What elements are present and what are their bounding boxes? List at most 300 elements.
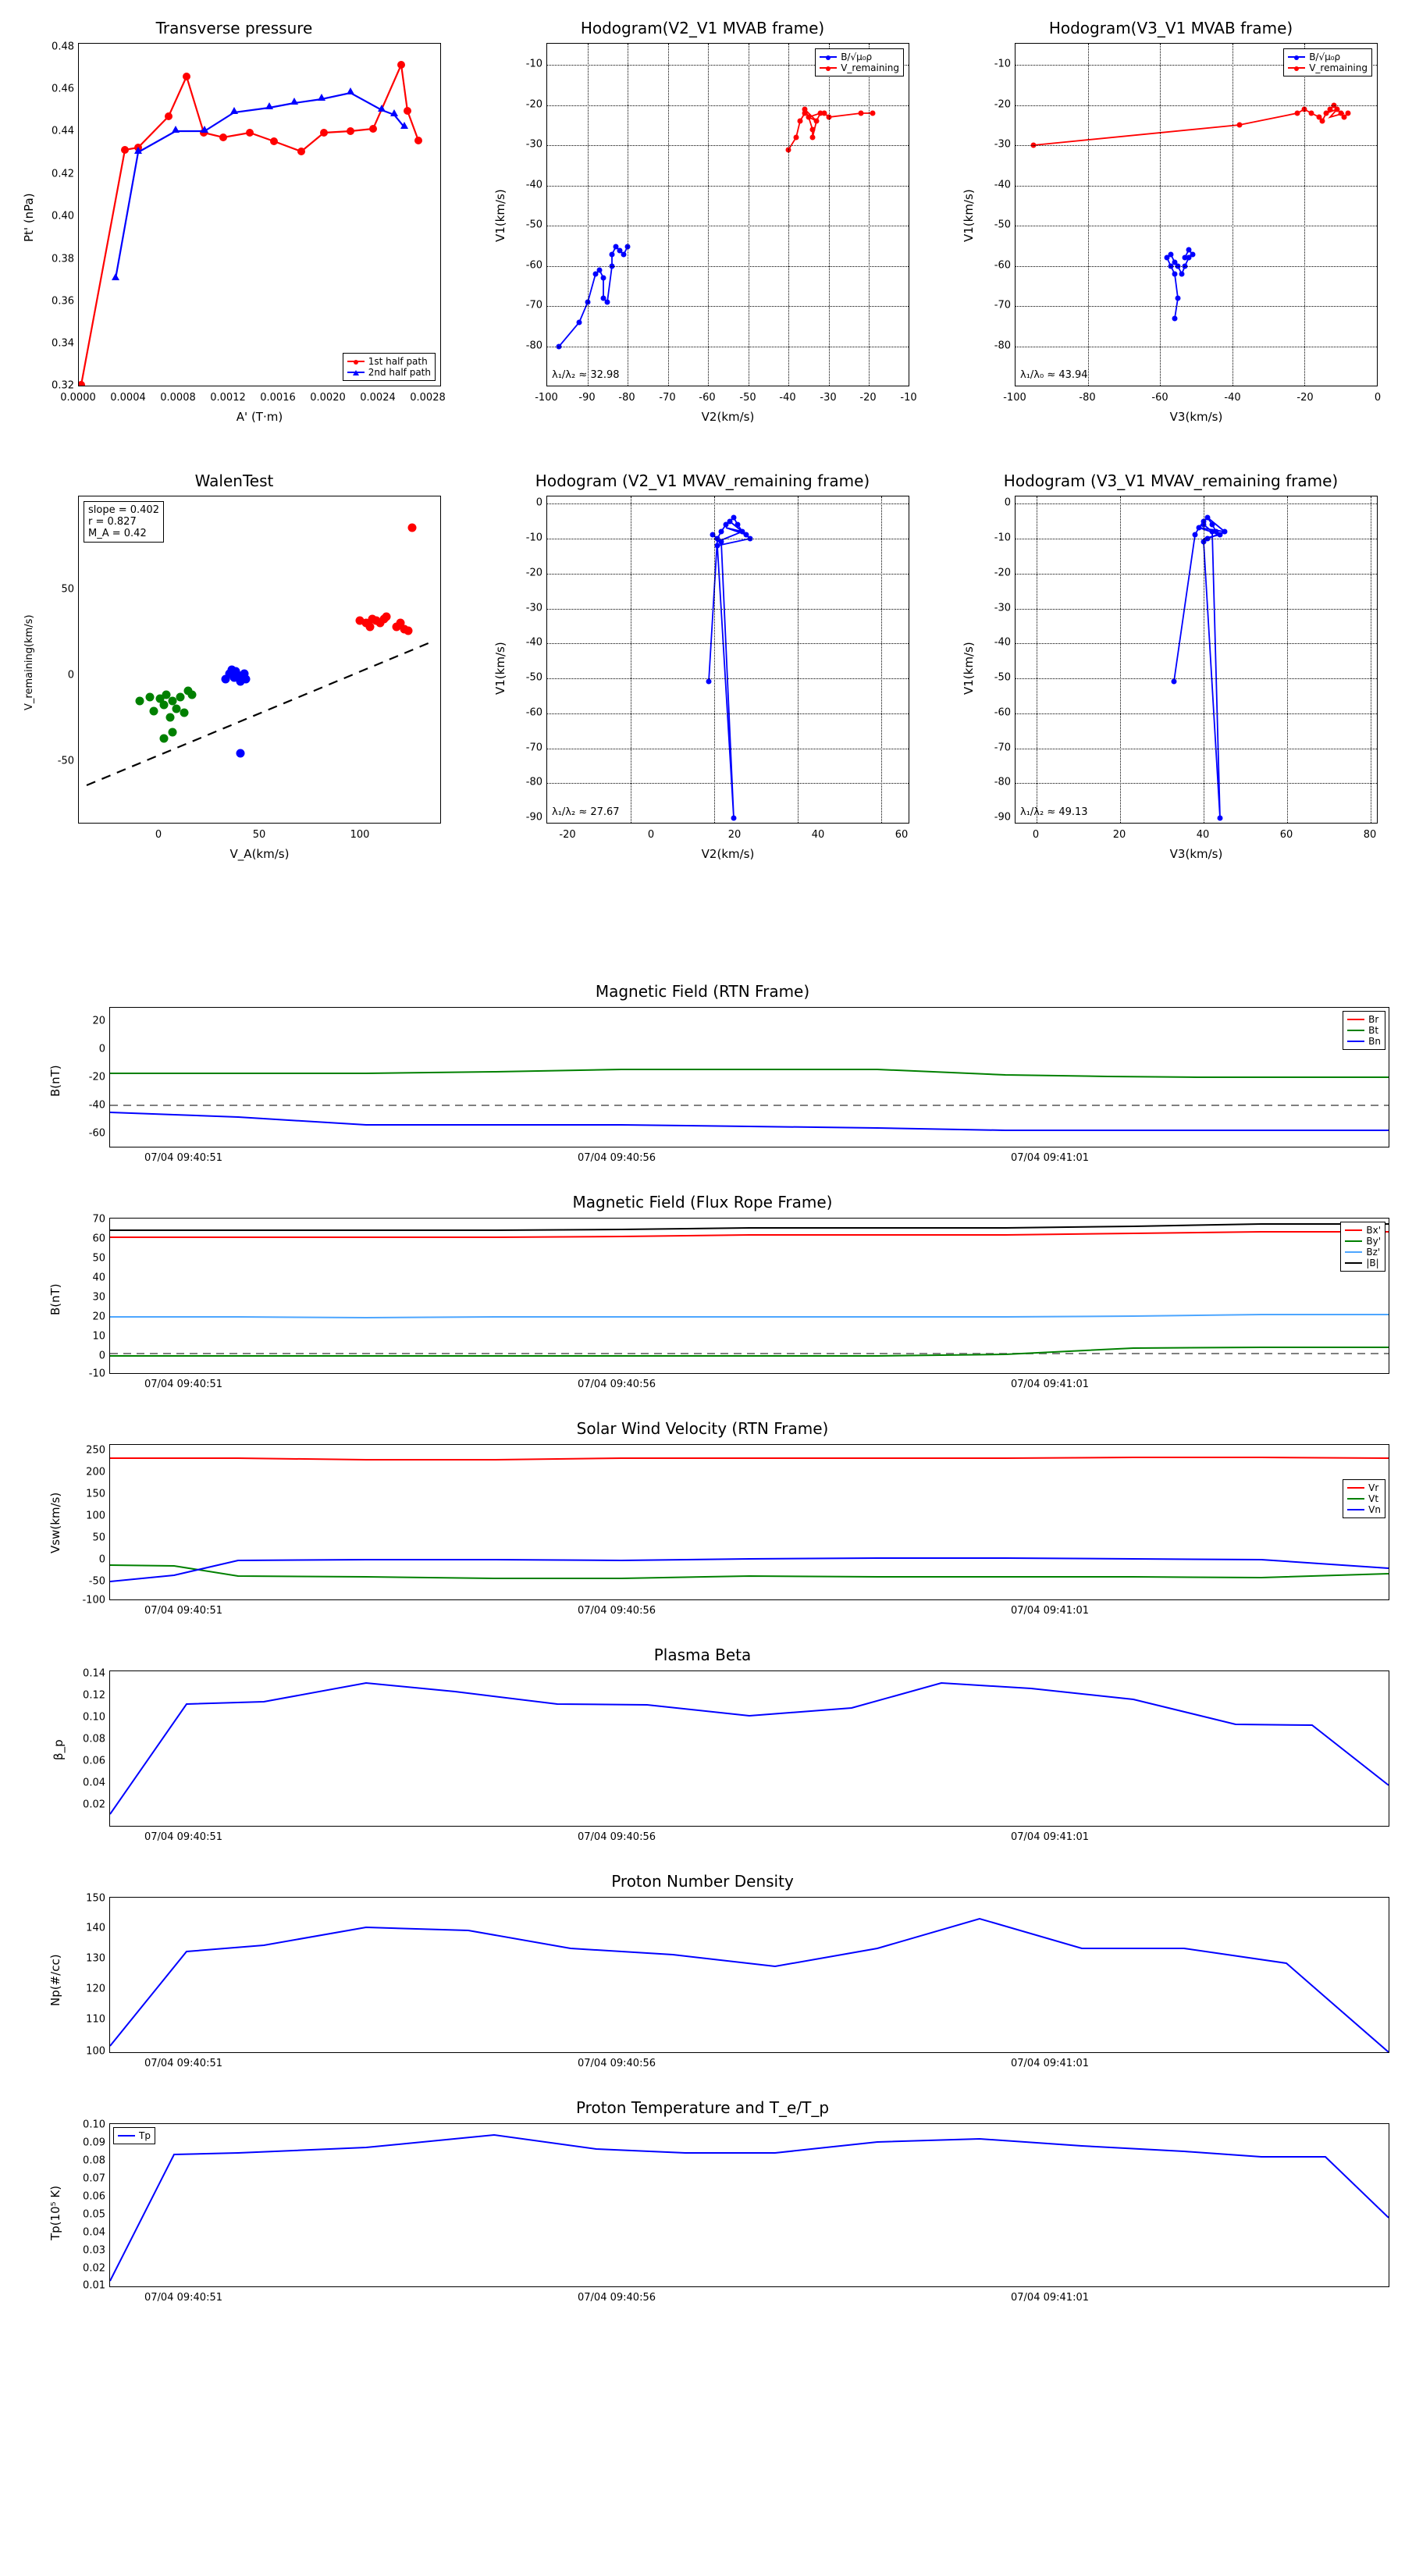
legend-entry bbox=[1345, 1247, 1381, 1258]
gridline-h bbox=[1016, 574, 1377, 575]
x-tick: 0.0024 bbox=[360, 392, 396, 404]
x-tick: 07/04 09:41:01 bbox=[1011, 1605, 1089, 1617]
legend-label: Vt bbox=[1368, 1493, 1379, 1504]
y-tick: 140 bbox=[86, 1922, 105, 1934]
y-tick: -40 bbox=[994, 636, 1011, 649]
y-tick: -90 bbox=[994, 811, 1011, 824]
series-canvas bbox=[110, 1008, 1389, 1147]
y-tick: 0.06 bbox=[83, 1755, 105, 1767]
x-tick: -80 bbox=[618, 392, 635, 404]
x-tick: 60 bbox=[895, 829, 909, 841]
legend-swatch-vt bbox=[1347, 1498, 1364, 1500]
y-tick: 0.46 bbox=[52, 83, 74, 95]
gridline-h bbox=[1016, 609, 1377, 610]
series-canvas bbox=[79, 496, 440, 823]
y-tick: 250 bbox=[86, 1444, 105, 1457]
legend-label: Bx' bbox=[1366, 1225, 1381, 1236]
y-tick: 150 bbox=[86, 1488, 105, 1500]
legend-swatch-bn bbox=[1347, 1041, 1364, 1042]
y-tick: 60 bbox=[92, 1233, 105, 1245]
panel-proton-temperature bbox=[0, 2092, 1405, 2318]
legend-swatch-br bbox=[1347, 1019, 1364, 1020]
gridline-v bbox=[1160, 44, 1161, 386]
y-tick: -30 bbox=[525, 602, 542, 614]
x-tick: 0 bbox=[647, 829, 655, 841]
x-tick: -20 bbox=[559, 829, 576, 841]
y-tick: 40 bbox=[92, 1272, 105, 1284]
gridline-v bbox=[1287, 496, 1288, 823]
x-tick: 0 bbox=[1032, 829, 1040, 841]
y-tick: -70 bbox=[525, 299, 542, 311]
legend-entry bbox=[1288, 62, 1368, 73]
series-canvas bbox=[110, 1219, 1389, 1373]
y-tick: 0.44 bbox=[52, 125, 74, 137]
legend-entry bbox=[1347, 1025, 1381, 1036]
y-tick: -10 bbox=[994, 532, 1011, 544]
y-tick: 0.04 bbox=[83, 2226, 105, 2239]
plot-area bbox=[546, 43, 909, 386]
y-tick: -40 bbox=[994, 179, 1011, 191]
y-tick: 0.14 bbox=[83, 1667, 105, 1680]
legend-entry bbox=[1345, 1258, 1381, 1268]
gridline-h bbox=[1016, 266, 1377, 267]
y-tick: 120 bbox=[86, 1983, 105, 1995]
x-tick: -80 bbox=[1079, 392, 1096, 404]
legend-swatch-bt bbox=[1347, 1030, 1364, 1031]
y-axis-label: Tp(10⁵ K) bbox=[48, 2185, 62, 2240]
y-tick: 100 bbox=[86, 1510, 105, 1522]
x-tick: 07/04 09:41:01 bbox=[1011, 1152, 1089, 1164]
gridline-v bbox=[869, 44, 870, 386]
plot-area bbox=[109, 1444, 1389, 1600]
y-tick: -70 bbox=[994, 299, 1011, 311]
panel-magnetic-field-rtn bbox=[0, 976, 1405, 1179]
legend-entry bbox=[1347, 1482, 1381, 1493]
y-tick: -30 bbox=[994, 602, 1011, 614]
fit-statistics-box bbox=[84, 501, 164, 543]
y-tick: -50 bbox=[88, 1575, 105, 1588]
x-tick: -100 bbox=[1003, 392, 1026, 404]
x-tick: 07/04 09:40:56 bbox=[578, 2058, 656, 2069]
legend-label: Bt bbox=[1368, 1025, 1379, 1036]
fit-alfven-mach: M_A = 0.42 bbox=[88, 528, 147, 539]
gridline-v bbox=[588, 44, 589, 386]
y-tick: -50 bbox=[994, 671, 1011, 684]
legend-swatch-bmag bbox=[1345, 1262, 1362, 1264]
plot-area bbox=[546, 496, 909, 824]
eigenvalue-ratio-annotation: λ₁/λ₂ ≈ 32.98 bbox=[552, 369, 620, 381]
y-axis-label: V1(km/s) bbox=[493, 642, 507, 695]
x-tick: 20 bbox=[1112, 829, 1126, 841]
legend-label: Tp bbox=[139, 2130, 151, 2141]
x-tick: 07/04 09:40:51 bbox=[144, 1152, 222, 1164]
gridline-h bbox=[547, 609, 909, 610]
gridline-v bbox=[798, 496, 799, 823]
y-tick: -40 bbox=[525, 636, 542, 649]
series-canvas bbox=[110, 2124, 1389, 2286]
x-tick: 07/04 09:41:01 bbox=[1011, 1379, 1089, 1390]
gridline-h bbox=[1016, 783, 1377, 784]
panel-magnetic-field-fluxrope bbox=[0, 1187, 1405, 1405]
y-tick: 0.06 bbox=[83, 2190, 105, 2203]
legend-label: V_remaining bbox=[1309, 62, 1368, 73]
panel-title: WalenTest bbox=[194, 471, 274, 490]
x-tick: -100 bbox=[535, 392, 558, 404]
x-tick: -70 bbox=[659, 392, 676, 404]
y-tick: -40 bbox=[88, 1099, 105, 1112]
gridline-h bbox=[547, 266, 909, 267]
gridline-h bbox=[547, 105, 909, 106]
legend-label: V_remaining bbox=[841, 62, 899, 73]
y-tick: -60 bbox=[525, 259, 542, 272]
legend-label: Vr bbox=[1368, 1482, 1379, 1493]
y-tick: 0.09 bbox=[83, 2137, 105, 2149]
y-tick: -60 bbox=[994, 706, 1011, 719]
y-tick: 0 bbox=[98, 1553, 105, 1566]
panel-title: Magnetic Field (Flux Rope Frame) bbox=[572, 1193, 833, 1212]
x-tick: 0.0000 bbox=[60, 392, 96, 404]
legend-label: |B| bbox=[1366, 1258, 1379, 1268]
panel-title: Proton Number Density bbox=[611, 1872, 794, 1891]
legend-entry bbox=[347, 367, 431, 378]
gridline-h bbox=[547, 574, 909, 575]
plot-area bbox=[109, 1007, 1389, 1147]
y-tick: -20 bbox=[525, 567, 542, 579]
series-canvas bbox=[110, 1898, 1389, 2052]
eigenvalue-ratio-annotation: λ₁/λ₂ ≈ 27.67 bbox=[552, 806, 620, 818]
panel-plasma-beta bbox=[0, 1639, 1405, 1858]
y-tick: 0.02 bbox=[83, 2262, 105, 2275]
fit-correlation: r = 0.827 bbox=[88, 516, 137, 528]
y-tick: 0 bbox=[67, 669, 74, 681]
legend bbox=[343, 353, 436, 381]
y-tick: 0.32 bbox=[52, 379, 74, 392]
y-tick: 0.10 bbox=[83, 2119, 105, 2131]
gridline-h bbox=[547, 503, 909, 504]
gridline-h bbox=[1016, 145, 1377, 146]
legend bbox=[113, 2127, 155, 2144]
legend-entry bbox=[1345, 1225, 1381, 1236]
y-tick: 0.04 bbox=[83, 1777, 105, 1789]
y-tick: -40 bbox=[525, 179, 542, 191]
panel-hodogram-v3v1-mvav bbox=[937, 461, 1405, 882]
legend bbox=[1343, 1479, 1385, 1518]
x-tick: -90 bbox=[578, 392, 596, 404]
y-tick: -70 bbox=[994, 742, 1011, 754]
y-tick: -100 bbox=[82, 1594, 105, 1606]
y-tick: -80 bbox=[994, 776, 1011, 788]
y-axis-label: Np(#/cc) bbox=[48, 1954, 62, 2006]
x-tick: 0.0016 bbox=[260, 392, 296, 404]
y-tick: 0.38 bbox=[52, 253, 74, 265]
x-tick: -30 bbox=[820, 392, 837, 404]
legend-label: 2nd half path bbox=[368, 367, 431, 378]
gridline-v bbox=[1304, 44, 1305, 386]
y-tick: -10 bbox=[525, 532, 542, 544]
y-axis-label: V1(km/s) bbox=[962, 189, 976, 242]
panel-title: Hodogram (V3_V1 MVAV_remaining frame) bbox=[1003, 471, 1339, 490]
x-tick: 07/04 09:40:56 bbox=[578, 1152, 656, 1164]
y-tick: -50 bbox=[994, 219, 1011, 231]
y-tick: -60 bbox=[525, 706, 542, 719]
gridline-v bbox=[1232, 44, 1233, 386]
x-tick: -40 bbox=[779, 392, 796, 404]
y-tick: 0.07 bbox=[83, 2172, 105, 2185]
y-tick: 130 bbox=[86, 1952, 105, 1965]
x-axis-label: V3(km/s) bbox=[1169, 847, 1223, 861]
x-tick: 40 bbox=[1196, 829, 1210, 841]
legend bbox=[1283, 48, 1372, 76]
legend-swatch-vr bbox=[1347, 1487, 1364, 1489]
gridline-v bbox=[788, 44, 789, 386]
panel-walen-test bbox=[0, 461, 468, 882]
y-tick: 0.02 bbox=[83, 1799, 105, 1811]
gridline-v bbox=[881, 496, 882, 823]
legend-swatch-vn bbox=[1347, 1509, 1364, 1510]
x-tick: -60 bbox=[1151, 392, 1168, 404]
y-tick: 0.36 bbox=[52, 295, 74, 308]
gridline-h bbox=[1016, 713, 1377, 714]
panel-title: Hodogram(V2_V1 MVAB frame) bbox=[580, 19, 825, 37]
legend-label: 1st half path bbox=[368, 356, 428, 367]
y-axis-label: V_remaining(km/s) bbox=[23, 614, 35, 710]
x-tick: 20 bbox=[727, 829, 742, 841]
y-tick: -30 bbox=[525, 138, 542, 151]
plot-area bbox=[109, 1218, 1389, 1374]
legend-label: B/√μ₀ρ bbox=[841, 52, 873, 62]
y-tick: -20 bbox=[994, 98, 1011, 111]
x-tick: 07/04 09:40:51 bbox=[144, 2058, 222, 2069]
gridline-v bbox=[1120, 496, 1121, 823]
gridline-h bbox=[1016, 503, 1377, 504]
y-tick: -30 bbox=[994, 138, 1011, 151]
y-tick: -50 bbox=[57, 755, 74, 767]
gridline-v bbox=[714, 496, 715, 823]
series-canvas bbox=[1016, 496, 1377, 823]
y-tick: -60 bbox=[994, 259, 1011, 272]
gridline-h bbox=[547, 678, 909, 679]
legend-entry bbox=[1347, 1504, 1381, 1515]
legend bbox=[1343, 1011, 1385, 1050]
y-tick: 0 bbox=[98, 1350, 105, 1362]
y-tick: 0.10 bbox=[83, 1711, 105, 1724]
y-tick: 0.34 bbox=[52, 337, 74, 350]
y-tick: 20 bbox=[92, 1311, 105, 1323]
panel-title: Hodogram(V3_V1 MVAB frame) bbox=[1048, 19, 1293, 37]
y-tick: 0 bbox=[1004, 496, 1011, 509]
x-tick: 07/04 09:40:56 bbox=[578, 2292, 656, 2304]
x-tick: 50 bbox=[252, 829, 266, 841]
legend-swatch-b-alfven bbox=[1288, 56, 1305, 58]
gridline-h bbox=[547, 783, 909, 784]
plot-area bbox=[109, 1670, 1389, 1827]
plot-area bbox=[109, 2123, 1389, 2287]
panel-hodogram-v2v1-mvav bbox=[468, 461, 937, 882]
gridline-h bbox=[1016, 186, 1377, 187]
x-tick: 07/04 09:40:56 bbox=[578, 1605, 656, 1617]
y-tick: 10 bbox=[92, 1330, 105, 1343]
gridline-h bbox=[547, 145, 909, 146]
gridline-h bbox=[1016, 306, 1377, 307]
x-tick: 40 bbox=[811, 829, 825, 841]
y-axis-label: Pt' (nPa) bbox=[22, 193, 36, 242]
series-canvas bbox=[547, 496, 909, 823]
plot-area bbox=[78, 496, 441, 824]
y-axis-label: B(nT) bbox=[48, 1065, 62, 1097]
y-tick: 200 bbox=[86, 1466, 105, 1478]
gridline-h bbox=[1016, 678, 1377, 679]
eigenvalue-ratio-annotation: λ₁/λ₀ ≈ 43.94 bbox=[1020, 369, 1088, 381]
legend-label: Br bbox=[1368, 1014, 1379, 1025]
legend-entry bbox=[118, 2130, 151, 2141]
legend-label: Bz' bbox=[1366, 1247, 1381, 1258]
y-tick: 0.40 bbox=[52, 210, 74, 222]
panel-title: Plasma Beta bbox=[653, 1646, 752, 1664]
series-canvas bbox=[79, 44, 440, 386]
y-tick: -10 bbox=[88, 1368, 105, 1380]
x-tick: 0.0028 bbox=[410, 392, 446, 404]
panel-hodogram-v3v1-mvab bbox=[937, 8, 1405, 437]
y-tick: -80 bbox=[994, 340, 1011, 352]
gridline-h bbox=[547, 713, 909, 714]
legend-entry bbox=[1288, 52, 1368, 62]
x-tick: 0 bbox=[155, 829, 162, 841]
x-axis-label: V2(km/s) bbox=[701, 410, 755, 424]
legend-swatch-2nd-half bbox=[347, 372, 365, 373]
y-tick: -10 bbox=[994, 58, 1011, 70]
y-tick: 0 bbox=[98, 1043, 105, 1055]
panel-transverse-pressure bbox=[0, 8, 468, 437]
y-tick: 0.03 bbox=[83, 2244, 105, 2257]
y-axis-label: β_p bbox=[52, 1739, 66, 1760]
y-tick: -60 bbox=[88, 1127, 105, 1140]
gridline-h bbox=[1016, 105, 1377, 106]
legend-swatch-by bbox=[1345, 1240, 1362, 1242]
x-tick: 07/04 09:40:51 bbox=[144, 2292, 222, 2304]
x-tick: 07/04 09:40:56 bbox=[578, 1831, 656, 1843]
y-axis-label: Vsw(km/s) bbox=[48, 1492, 62, 1553]
y-tick: -20 bbox=[525, 98, 542, 111]
panel-solar-wind-velocity bbox=[0, 1413, 1405, 1631]
y-tick: -90 bbox=[525, 811, 542, 824]
x-tick: 0.0012 bbox=[210, 392, 246, 404]
legend-entry bbox=[1347, 1493, 1381, 1504]
y-tick: -20 bbox=[88, 1071, 105, 1083]
x-tick: 0 bbox=[1374, 392, 1382, 404]
x-tick: 0.0020 bbox=[310, 392, 346, 404]
x-tick: 07/04 09:40:51 bbox=[144, 1831, 222, 1843]
y-tick: -50 bbox=[525, 219, 542, 231]
y-tick: 0.08 bbox=[83, 1733, 105, 1745]
y-tick: 150 bbox=[86, 1892, 105, 1905]
y-tick: 110 bbox=[86, 2013, 105, 2026]
series-canvas bbox=[1016, 44, 1377, 386]
y-axis-label: B(nT) bbox=[48, 1283, 62, 1315]
gridline-v bbox=[1088, 44, 1089, 386]
y-tick: 50 bbox=[92, 1532, 105, 1544]
legend-swatch-b-alfven bbox=[820, 56, 837, 58]
x-tick: -60 bbox=[699, 392, 716, 404]
panel-title: Transverse pressure bbox=[155, 19, 313, 37]
legend-entry bbox=[1345, 1236, 1381, 1247]
panel-hodogram-v2v1-mvab bbox=[468, 8, 937, 437]
y-tick: -80 bbox=[525, 776, 542, 788]
x-tick: 07/04 09:41:01 bbox=[1011, 1831, 1089, 1843]
x-tick: 100 bbox=[350, 829, 370, 841]
y-tick: 0 bbox=[535, 496, 542, 509]
x-tick: 0.0008 bbox=[160, 392, 196, 404]
y-tick: -80 bbox=[525, 340, 542, 352]
y-tick: -70 bbox=[525, 742, 542, 754]
x-axis-label: V3(km/s) bbox=[1169, 410, 1223, 424]
gridline-h bbox=[547, 643, 909, 644]
series-canvas bbox=[110, 1445, 1389, 1599]
series-canvas bbox=[547, 44, 909, 386]
legend bbox=[1340, 1222, 1385, 1272]
y-axis-label: V1(km/s) bbox=[962, 642, 976, 695]
legend-entry bbox=[347, 356, 431, 367]
y-tick: 30 bbox=[92, 1291, 105, 1304]
y-tick: 70 bbox=[92, 1213, 105, 1226]
y-tick: 100 bbox=[86, 2045, 105, 2058]
y-tick: 0.42 bbox=[52, 168, 74, 180]
x-tick: 60 bbox=[1279, 829, 1293, 841]
legend-label: Vn bbox=[1368, 1504, 1381, 1515]
y-tick: 50 bbox=[92, 1252, 105, 1265]
plot-area bbox=[109, 1897, 1389, 2053]
fit-slope: slope = 0.402 bbox=[88, 504, 159, 516]
plot-area bbox=[1015, 496, 1378, 824]
x-tick: 07/04 09:40:56 bbox=[578, 1379, 656, 1390]
x-tick: 07/04 09:41:01 bbox=[1011, 2058, 1089, 2069]
x-tick: -20 bbox=[1297, 392, 1314, 404]
eigenvalue-ratio-annotation: λ₁/λ₂ ≈ 49.13 bbox=[1020, 806, 1088, 818]
gridline-h bbox=[1016, 643, 1377, 644]
x-tick: 07/04 09:41:01 bbox=[1011, 2292, 1089, 2304]
series-canvas bbox=[110, 1671, 1389, 1826]
x-tick: -50 bbox=[739, 392, 756, 404]
y-axis-label: V1(km/s) bbox=[493, 189, 507, 242]
y-tick: 0.01 bbox=[83, 2279, 105, 2292]
panel-title: Hodogram (V2_V1 MVAV_remaining frame) bbox=[535, 471, 870, 490]
legend-swatch-v-remaining bbox=[1288, 67, 1305, 69]
y-tick: 0.12 bbox=[83, 1689, 105, 1702]
legend-swatch-1st-half bbox=[347, 361, 365, 362]
y-tick: 0.48 bbox=[52, 41, 74, 53]
legend-label: B/√μ₀ρ bbox=[1309, 52, 1341, 62]
y-tick: 50 bbox=[61, 583, 74, 596]
panel-title: Proton Temperature and T_e/T_p bbox=[575, 2098, 830, 2117]
y-tick: 20 bbox=[92, 1015, 105, 1027]
y-tick: -50 bbox=[525, 671, 542, 684]
legend-swatch-tp bbox=[118, 2135, 135, 2137]
y-tick: 0.05 bbox=[83, 2208, 105, 2221]
y-tick: 0.08 bbox=[83, 2154, 105, 2167]
legend-swatch-v-remaining bbox=[820, 67, 837, 69]
gridline-v bbox=[668, 44, 669, 386]
panel-title: Solar Wind Velocity (RTN Frame) bbox=[576, 1419, 829, 1438]
legend-entry bbox=[1347, 1014, 1381, 1025]
gridline-h bbox=[547, 186, 909, 187]
plot-area bbox=[78, 43, 441, 386]
legend-label: Bn bbox=[1368, 1036, 1381, 1047]
legend-swatch-bz bbox=[1345, 1251, 1362, 1253]
panel-proton-number-density bbox=[0, 1866, 1405, 2084]
x-tick: 07/04 09:40:51 bbox=[144, 1379, 222, 1390]
x-tick: 07/04 09:40:51 bbox=[144, 1605, 222, 1617]
x-tick: -20 bbox=[859, 392, 877, 404]
x-tick: -10 bbox=[900, 392, 917, 404]
